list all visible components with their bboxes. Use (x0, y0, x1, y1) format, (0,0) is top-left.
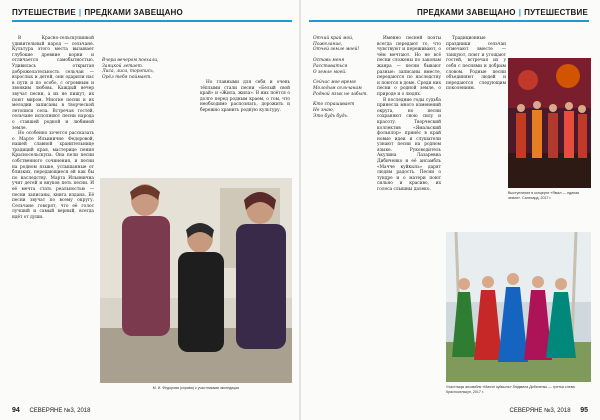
paragraph: Но особенно хочется рассказать о Марте Ильиничне Федоровой, нашей славной хранительнице традиций края, мастерице пения Красносельскупа. Она пели песни собственного сочинения, и песни на родном языке, услышанные от близких, передающиеся ей как бы по наследству. Марта Ильинична учит детей и внуков петь песни. И её мечта стать реальностью — песни записаны, книга издана. Её песни звучат по всему округу. Сельчане говорят, что её голос лучший и самый верный, всегда идёт от души. (12, 131, 94, 220)
page-title: ПРЕДКАМИ ЗАВЕЩАНО (84, 8, 183, 17)
verse-line: Оставь меня (313, 58, 345, 64)
article-column-3 (446, 36, 506, 92)
section-label: ПУТЕШЕСТВИЕ (524, 8, 588, 17)
magazine-issue: СЕВЕРЯНЕ №3, 2018 (29, 408, 91, 414)
ensemble-photo (446, 232, 591, 382)
paragraph: В последние годы судьба принесла много изменений округа, но песни сохраняют свою силу и красоту. Творческий коллектив «Ямальский фольклор» принёс в край новые идеи и слушатели узнают песни на родном языке. Руководитель Акулина Лазаревна Дибиченко и её ансамбль «Мачче куйкыль» дарят людям радость. Песни о тундре и о матери поют сильно и красиво, их голоса слышны далеко. (377, 97, 441, 193)
verse-line: Пожелание, (313, 41, 343, 47)
paragraph: В Красно-сельскупинкой удивительный народ — сельчане. Культура этого места вызывает глубокие древние корни и отличается самобытностью. Удивилась открытая доброжелательность сельчан — взрослых и детей, они одарили нас в пути и по особо, с огромным и звонким любовь. Каждый вечер звучат песни, а их не пишут, их поют миром. Многие песни и их мелодии записаны в творческой летописи села. Встречая гостей, сельчане исполняют песни народа о ставшей родной и любимой земле. (12, 36, 94, 131)
section-label: ПУТЕШЕСТВИЕ (12, 8, 76, 17)
left-page-header: ПУТЕШЕСТВИЕ | ПРЕДКАМИ ЗАВЕЩАНО (12, 8, 183, 17)
article-column-1 (12, 36, 94, 391)
page-number: 94 (12, 407, 20, 414)
concert-photo-image (508, 58, 591, 188)
article-column-2 (377, 36, 441, 396)
verse-line: Лиса, лиса, торопись, (102, 69, 155, 75)
verse-line: Молодым сельчанам (313, 85, 362, 91)
verse-line: Отчей земле моей! (313, 47, 360, 53)
page-number: 95 (580, 407, 588, 414)
verse-line: О земле моей. (313, 69, 347, 75)
verse-line: Родной язык не забыт. (313, 91, 368, 97)
photo-caption: Выступление в концерте «Ямал — единая земля». Салехард, 2017 г. (508, 191, 580, 200)
photo-caption: М. И. Федорова (справа) с участниками экспедиции (152, 386, 240, 390)
poem-verse (313, 36, 373, 119)
photo-caption: Участницы ансамбля «Мачче куйкыль» Людмила Дибиченко — третья слева. Красноселькуп, 2017 г. (446, 385, 576, 394)
header-rule (12, 20, 292, 22)
left-page (0, 0, 299, 420)
verse-line: Вчера вечером поехали, (102, 58, 159, 63)
page-title: ПРЕДКАМИ ЗАВЕЩАНО (417, 8, 516, 17)
concert-photo (508, 58, 591, 188)
paragraph: Традиционные праздники сельчан отмечают вместе — танцуют, поют и угощают гостей, встречая их у себя с песнями и добрым словом. Родные песни объединяют людей и передаются следующим поколениям. (446, 36, 506, 92)
paragraph: Именно песней поэты всегда передают то, что чувствуют и переживают, о чём мечтают. Но не всё песни сложены по законам жанра — песни бывают разные: записаны вместе, передаются по наследству и поются в доме. Среди них песни о родной земле, о природе и о людях. (377, 36, 441, 97)
header-rule (309, 20, 589, 22)
verse-line: Орёл тебя поймает. (102, 75, 152, 81)
left-footer (12, 407, 90, 414)
verse-line: Сейчас мое время (313, 80, 356, 86)
magazine-issue: СЕВЕРЯНЕ №3, 2018 (509, 408, 571, 414)
verse-line: Не знаю, (313, 108, 334, 114)
verse-line: Заяцкой летает. (102, 63, 144, 69)
poem-verse (102, 58, 192, 81)
verse-line: Отчий край мой, (313, 36, 354, 41)
verse-line: Это будь будь. (313, 113, 349, 119)
right-page (301, 0, 600, 420)
expedition-photo (100, 178, 292, 383)
verse-line: Кто спрашивает (313, 102, 355, 108)
right-page-header: ПРЕДКАМИ ЗАВЕЩАНО | ПУТЕШЕСТВИЕ (417, 8, 588, 17)
right-footer (510, 407, 588, 414)
article-column-2 (200, 80, 290, 114)
verse-line: Расставаться (313, 63, 348, 69)
people-photo-image (100, 178, 292, 383)
paragraph: Но главными для себя и очень тёплыми стали песни «Белый свой край» и «Жила, жила». В них поётся о долге перед родным краем, о том, что необходимо распознать, дорожить и бережно хранить родную культуру. (200, 80, 290, 113)
ensemble-photo-image (446, 232, 591, 382)
